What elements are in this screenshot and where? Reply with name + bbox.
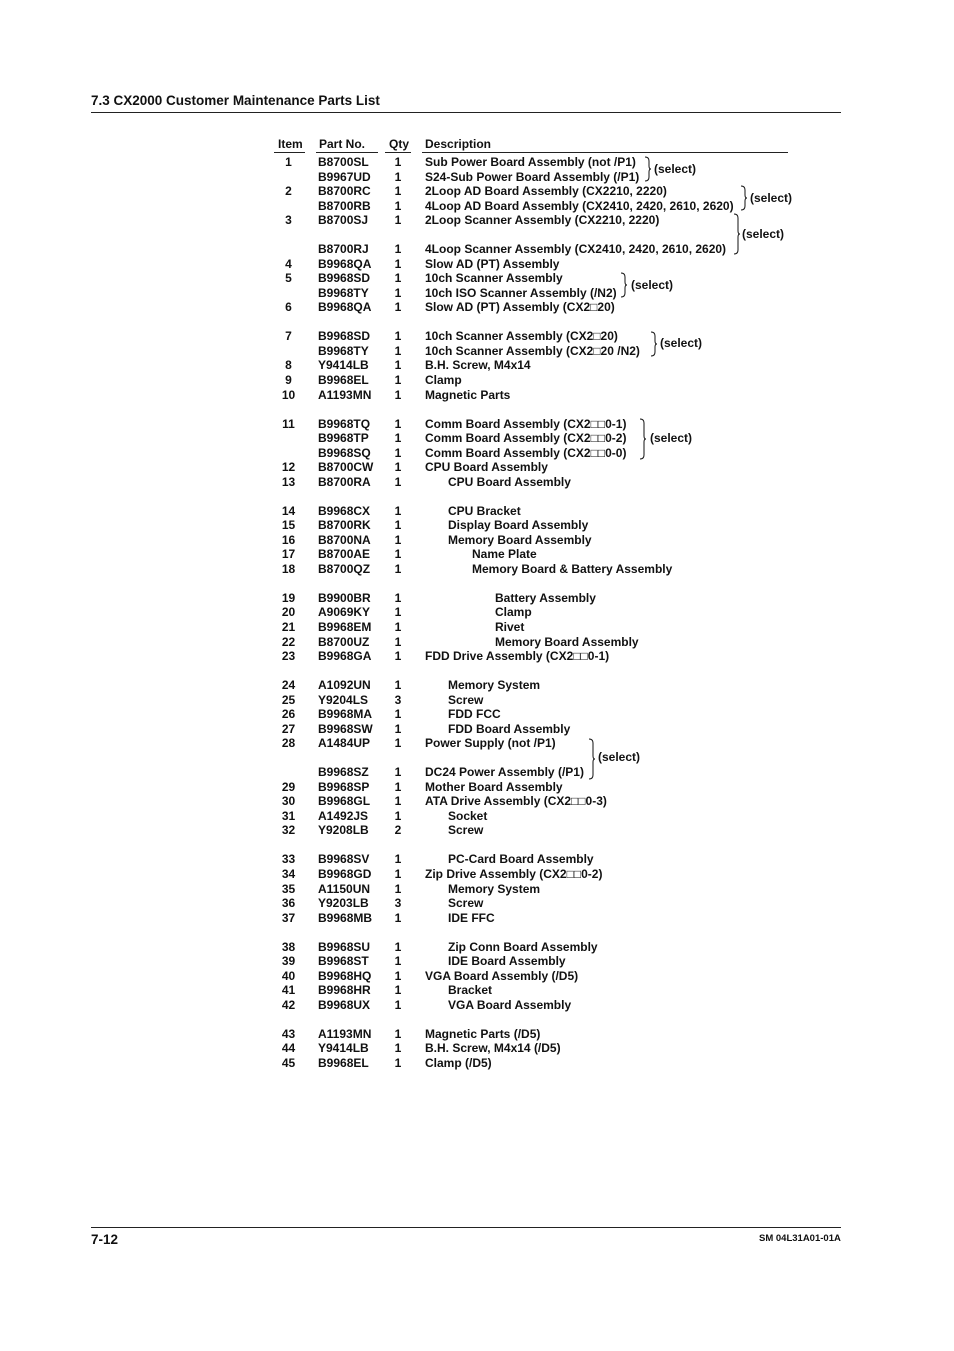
quantity: 1 (394, 547, 402, 562)
select-label-7: (select) (598, 750, 641, 764)
header-underline-item (274, 152, 305, 153)
description: Comm Board Assembly (CX2□□0-2) (425, 431, 627, 446)
part-number: B8700SL (318, 155, 369, 169)
quantity: 1 (394, 213, 402, 228)
description: CPU Board Assembly (425, 460, 548, 475)
table-row (0, 344, 954, 358)
item-number: 1 (285, 155, 292, 169)
quantity: 1 (394, 358, 402, 373)
part-number: B9968SU (318, 939, 371, 954)
item-number: 40 (281, 968, 296, 983)
item-number: 30 (281, 794, 296, 809)
description: Magnetic Parts (/D5) (425, 1026, 541, 1041)
item-number: 3 (285, 213, 292, 228)
table-row (0, 794, 954, 808)
description: DC24 Power Assembly (/P1) (425, 765, 584, 780)
quantity: 1 (394, 445, 402, 460)
item-number: 35 (281, 881, 296, 896)
part-number: B9968HR (318, 983, 371, 998)
table-row (0, 518, 954, 532)
quantity: 1 (394, 285, 402, 300)
table-row (0, 257, 954, 271)
table-row (0, 925, 954, 939)
quantity: 1 (394, 416, 402, 431)
quantity: 1 (394, 198, 402, 213)
table-row (0, 242, 954, 256)
description: Screw (448, 823, 484, 838)
table-row (0, 605, 954, 619)
description: Slow AD (PT) Assembly (425, 256, 560, 271)
part-number: A1492JS (318, 808, 369, 823)
header-underline-qty (385, 152, 411, 153)
quantity: 1 (394, 779, 402, 794)
description: 10ch ISO Scanner Assembly (/N2) (425, 285, 617, 300)
quantity: 1 (394, 474, 402, 489)
part-number: B9968TY (318, 285, 369, 300)
select-label-6: (select) (650, 431, 693, 445)
description: IDE Board Assembly (448, 954, 566, 969)
description: Slow AD (PT) Assembly (CX2□20) (425, 300, 615, 315)
table-row (0, 1027, 954, 1041)
description: CPU Board Assembly (448, 474, 571, 489)
description: IDE FFC (448, 910, 495, 925)
description: B.H. Screw, M4x14 (425, 358, 531, 373)
quantity: 3 (394, 692, 402, 707)
column-header-desc: Description (425, 137, 492, 151)
description: FDD Drive Assembly (CX2□□0-1) (425, 649, 610, 663)
quantity: 1 (394, 503, 402, 518)
item-number: 37 (281, 910, 296, 925)
table-row (0, 504, 954, 518)
table-row (0, 780, 954, 794)
description: S24-Sub Power Board Assembly (/P1) (425, 169, 640, 184)
item-number: 33 (281, 852, 296, 867)
quantity: 1 (394, 271, 402, 286)
column-header-qty: Qty (389, 137, 410, 151)
table-row (0, 707, 954, 721)
description: FDD Board Assembly (448, 721, 571, 736)
table-row (0, 155, 954, 169)
part-number: A1092UN (318, 678, 371, 693)
table-row (0, 852, 954, 866)
page-number: 7-12 (91, 1232, 119, 1247)
table-row (0, 228, 954, 242)
quantity: 1 (394, 620, 402, 634)
table-row (0, 896, 954, 910)
description: 10ch Scanner Assembly (CX2□20 /N2) (425, 343, 640, 358)
table-row (0, 882, 954, 896)
table-row (0, 620, 954, 634)
quantity: 1 (394, 736, 402, 751)
table-row (0, 562, 954, 576)
table-row (0, 373, 954, 387)
brace-group-4 (620, 272, 628, 298)
quantity: 1 (394, 678, 402, 693)
description: Memory Board Assembly (495, 634, 639, 649)
description: Zip Conn Board Assembly (448, 939, 598, 954)
table-row (0, 533, 954, 547)
part-number: B8700QZ (318, 561, 371, 576)
description: Memory Board & Battery Assembly (472, 561, 673, 576)
quantity: 1 (394, 372, 402, 387)
item-number: 44 (281, 1041, 296, 1056)
item-number: 8 (285, 358, 292, 373)
part-number: B9968SP (318, 779, 370, 794)
item-number: 43 (281, 1026, 296, 1041)
table-row (0, 300, 954, 314)
table-row (0, 940, 954, 954)
part-number: A1193MN (318, 1026, 372, 1041)
brace-group-1 (644, 156, 652, 182)
quantity: 1 (394, 968, 402, 983)
table-row (0, 983, 954, 997)
part-number: B9968TY (318, 343, 369, 358)
table-row (0, 1041, 954, 1055)
description: 2Loop AD Board Assembly (CX2210, 2220) (425, 184, 667, 199)
quantity: 1 (394, 983, 402, 998)
table-row (0, 475, 954, 489)
quantity: 1 (394, 590, 402, 605)
table-row (0, 184, 954, 198)
item-number: 32 (281, 823, 296, 838)
description: Memory System (448, 881, 541, 896)
table-row (0, 751, 954, 765)
description: Mother Board Assembly (425, 779, 563, 794)
table-row (0, 417, 954, 431)
quantity: 1 (394, 997, 402, 1012)
document-id: SM 04L31A01-01A (759, 1233, 841, 1244)
table-row (0, 170, 954, 184)
item-number: 15 (281, 518, 296, 533)
part-number: B8700RJ (318, 242, 369, 257)
description: Rivet (495, 620, 525, 634)
quantity: 1 (394, 329, 402, 344)
item-number: 12 (281, 460, 296, 475)
table-row (0, 736, 954, 750)
section-title: 7.3 CX2000 Customer Maintenance Parts List (91, 93, 380, 108)
item-number: 45 (281, 1055, 296, 1070)
table-row (0, 1012, 954, 1026)
table-row (0, 954, 954, 968)
quantity: 1 (394, 431, 402, 446)
table-row (0, 765, 954, 779)
description: CPU Bracket (448, 503, 521, 518)
quantity: 1 (394, 561, 402, 576)
part-number: B8700RK (318, 518, 371, 533)
part-number: B9900BR (318, 590, 371, 605)
item-number: 19 (281, 590, 296, 605)
table-row (0, 664, 954, 678)
select-label-2: (select) (750, 191, 793, 205)
description: Comm Board Assembly (CX2□□0-1) (425, 416, 627, 431)
description: Magnetic Parts (425, 387, 511, 402)
description: 4Loop Scanner Assembly (CX2410, 2420, 2610, 2620) (425, 242, 727, 257)
part-number: B8700NA (318, 532, 371, 547)
table-row (0, 722, 954, 736)
part-number: B9968GL (318, 794, 371, 809)
table-row (0, 329, 954, 343)
item-number: 39 (281, 954, 296, 969)
part-number: A9069KY (318, 605, 371, 620)
quantity: 1 (394, 518, 402, 533)
item-number: 31 (281, 808, 296, 823)
quantity: 1 (394, 794, 402, 809)
item-number: 24 (281, 678, 296, 693)
description: Memory System (448, 678, 541, 693)
table-row (0, 489, 954, 503)
table-row (0, 867, 954, 881)
description: Bracket (448, 983, 493, 998)
brace-group-5 (650, 331, 658, 357)
table-row (0, 431, 954, 445)
quantity: 1 (394, 649, 402, 663)
part-number: B9968EL (318, 1055, 369, 1070)
table-row (0, 213, 954, 227)
item-number: 5 (285, 271, 292, 286)
quantity: 1 (394, 721, 402, 736)
item-number: 11 (282, 416, 295, 431)
description: Name Plate (472, 547, 537, 562)
part-number: Y9208LB (318, 823, 369, 838)
item-number: 6 (285, 300, 292, 315)
part-number: B9968EL (318, 372, 369, 387)
part-number: B8700RB (318, 198, 371, 213)
item-number: 20 (281, 605, 296, 620)
quantity: 1 (394, 256, 402, 271)
description: PC-Card Board Assembly (448, 852, 594, 867)
description: 4Loop AD Board Assembly (CX2410, 2420, 2610, 2620) (425, 198, 734, 213)
table-row (0, 823, 954, 837)
part-number: B9968GA (318, 649, 372, 663)
description: Screw (448, 692, 484, 707)
item-number: 4 (285, 256, 292, 271)
item-number: 28 (281, 736, 296, 751)
quantity: 1 (394, 954, 402, 969)
part-number: A1484UP (318, 736, 371, 751)
brace-group-3 (733, 213, 741, 255)
item-number: 27 (281, 721, 296, 736)
part-number: A1150UN (318, 881, 371, 896)
item-number: 2 (285, 184, 292, 199)
description: Power Supply (not /P1) (425, 736, 556, 751)
table-row (0, 358, 954, 372)
description: FDD FCC (448, 707, 501, 722)
brace-group-7 (588, 738, 596, 780)
header-underline-desc (422, 152, 788, 153)
brace-group-2 (740, 185, 748, 211)
quantity: 1 (394, 242, 402, 257)
footer-rule (91, 1227, 841, 1228)
quantity: 3 (394, 896, 402, 910)
quantity: 1 (394, 765, 402, 780)
description: Comm Board Assembly (CX2□□0-0) (425, 445, 627, 460)
quantity: 1 (394, 387, 402, 402)
part-number: Y9203LB (318, 896, 369, 910)
quantity: 1 (394, 634, 402, 649)
quantity: 1 (394, 1026, 402, 1041)
item-number: 13 (281, 474, 296, 489)
quantity: 1 (394, 155, 402, 169)
part-number: B8700CW (318, 460, 374, 475)
table-row (0, 446, 954, 460)
description: VGA Board Assembly (448, 997, 572, 1012)
quantity: 1 (394, 300, 402, 315)
part-number: Y9414LB (318, 358, 369, 373)
quantity: 1 (394, 881, 402, 896)
part-number: B8700RA (318, 474, 371, 489)
table-row (0, 969, 954, 983)
quantity: 1 (394, 852, 402, 867)
description: ATA Drive Assembly (CX2□□0-3) (425, 794, 607, 809)
part-number: B9968SD (318, 329, 371, 344)
part-number: B9967UD (318, 169, 371, 184)
table-row (0, 1056, 954, 1070)
description: Zip Drive Assembly (CX2□□0-2) (425, 867, 603, 881)
table-row (0, 388, 954, 402)
description: Screw (448, 896, 484, 910)
table-row (0, 838, 954, 852)
table-row (0, 678, 954, 692)
part-number: B9968SW (318, 721, 373, 736)
item-number: 7 (285, 329, 292, 344)
table-row (0, 635, 954, 649)
table-row (0, 315, 954, 329)
item-number: 16 (281, 532, 296, 547)
description: Clamp (495, 605, 532, 620)
part-number: B9968TP (318, 431, 369, 446)
part-number: B9968SZ (318, 765, 369, 780)
quantity: 1 (394, 169, 402, 184)
table-row (0, 402, 954, 416)
header-underline-part (316, 152, 378, 153)
description: 2Loop Scanner Assembly (CX2210, 2220) (425, 213, 660, 228)
table-row (0, 693, 954, 707)
part-number: B9968UX (318, 997, 371, 1012)
part-number: B9968SQ (318, 445, 371, 460)
description: B.H. Screw, M4x14 (/D5) (425, 1041, 561, 1056)
quantity: 1 (394, 1055, 402, 1070)
description: Sub Power Board Assembly (not /P1) (425, 155, 636, 169)
part-number: Y9414LB (318, 1041, 369, 1056)
table-row (0, 199, 954, 213)
select-label-4: (select) (631, 278, 674, 292)
item-number: 21 (281, 620, 296, 634)
header-rule (91, 112, 841, 113)
part-number: B9968SD (318, 271, 371, 286)
column-header-part: Part No. (319, 137, 366, 151)
description: Clamp (/D5) (425, 1055, 492, 1070)
table-row (0, 460, 954, 474)
item-number: 22 (281, 634, 296, 649)
item-number: 17 (281, 547, 296, 562)
part-number: B9968QA (318, 300, 372, 315)
part-number: B9968SV (318, 852, 370, 867)
quantity: 1 (394, 808, 402, 823)
item-number: 23 (281, 649, 296, 663)
column-header-item: Item (278, 137, 303, 151)
quantity: 2 (394, 823, 402, 838)
table-row (0, 591, 954, 605)
quantity: 1 (394, 532, 402, 547)
description: 10ch Scanner Assembly (425, 271, 563, 286)
item-number: 29 (281, 779, 296, 794)
table-row (0, 576, 954, 590)
part-number: B8700RC (318, 184, 371, 199)
part-number: B8700AE (318, 547, 371, 562)
item-number: 38 (281, 939, 296, 954)
quantity: 1 (394, 707, 402, 722)
part-number: B9968MA (318, 707, 373, 722)
quantity: 1 (394, 867, 402, 881)
part-number: B9968HQ (318, 968, 372, 983)
quantity: 1 (394, 1041, 402, 1056)
quantity: 1 (394, 184, 402, 199)
quantity: 1 (394, 343, 402, 358)
item-number: 41 (281, 983, 296, 998)
description: Battery Assembly (495, 590, 596, 605)
part-number: Y9204LS (318, 692, 369, 707)
item-number: 34 (281, 867, 296, 881)
part-number: B9968TQ (318, 416, 371, 431)
table-row (0, 271, 954, 285)
part-number: B9968ST (318, 954, 369, 969)
table-row (0, 547, 954, 561)
description: Socket (448, 808, 488, 823)
item-number: 42 (281, 997, 296, 1012)
item-number: 9 (285, 372, 292, 387)
select-label-3: (select) (742, 227, 785, 241)
quantity: 1 (394, 460, 402, 475)
table-row (0, 286, 954, 300)
item-number: 26 (281, 707, 296, 722)
table-row (0, 649, 954, 663)
description: Memory Board Assembly (448, 532, 592, 547)
quantity: 1 (394, 939, 402, 954)
part-number: B9968CX (318, 503, 371, 518)
item-number: 36 (281, 896, 296, 910)
part-number: B9968GD (318, 867, 372, 881)
item-number: 14 (281, 503, 296, 518)
description: Display Board Assembly (448, 518, 589, 533)
table-row (0, 911, 954, 925)
select-label-1: (select) (654, 162, 697, 176)
description: 10ch Scanner Assembly (CX2□20) (425, 329, 618, 344)
brace-group-6 (639, 418, 647, 460)
description: Clamp (425, 372, 462, 387)
part-number: B8700SJ (318, 213, 369, 228)
item-number: 18 (281, 561, 296, 576)
item-number: 25 (281, 692, 296, 707)
item-number: 10 (281, 387, 296, 402)
part-number: B9968MB (318, 910, 373, 925)
description: VGA Board Assembly (/D5) (425, 968, 579, 983)
table-row (0, 809, 954, 823)
part-number: B9968EM (318, 620, 372, 634)
part-number: A1193MN (318, 387, 372, 402)
quantity: 1 (394, 910, 402, 925)
part-number: B8700UZ (318, 634, 370, 649)
select-label-5: (select) (660, 336, 703, 350)
part-number: B9968QA (318, 256, 372, 271)
quantity: 1 (394, 605, 402, 620)
table-row (0, 998, 954, 1012)
